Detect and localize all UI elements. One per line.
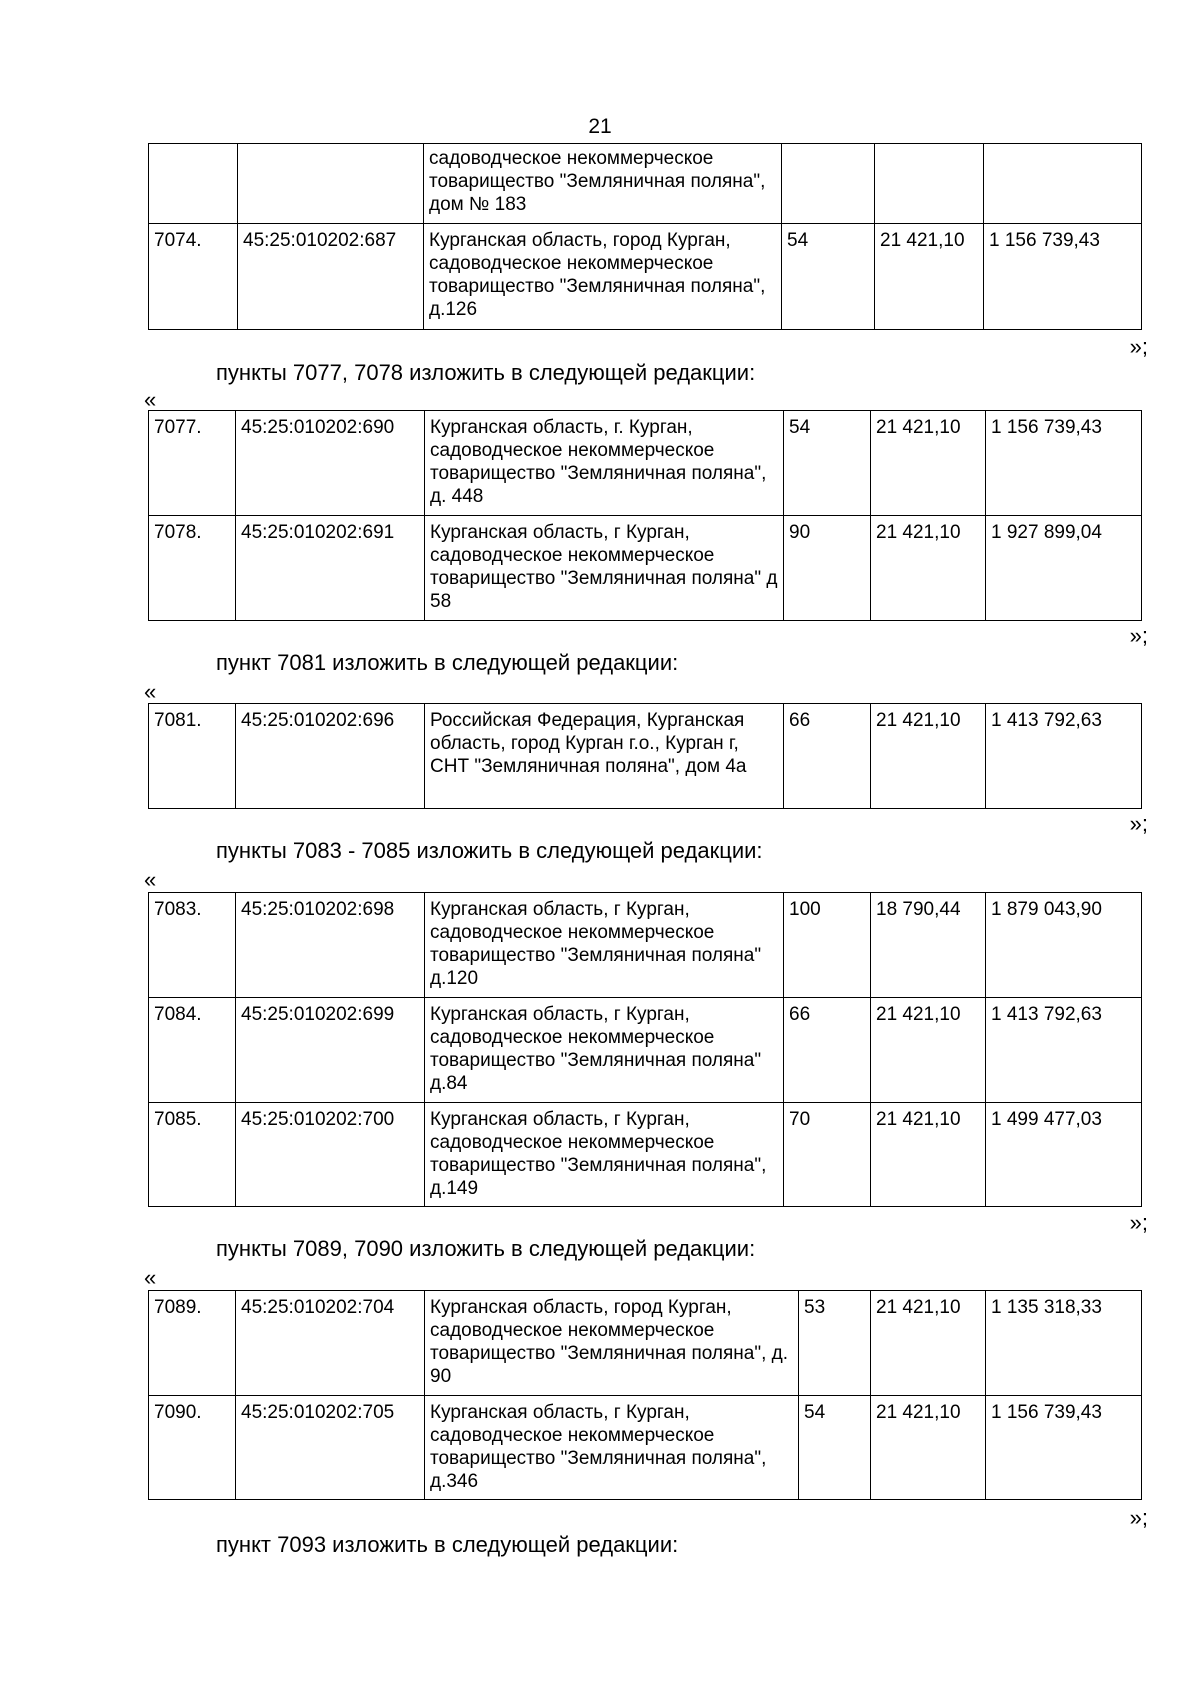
table-row bbox=[149, 998, 1142, 1103]
table-row bbox=[149, 144, 1142, 224]
close-quote: »; bbox=[1129, 334, 1148, 359]
cell-value: 1 499 477,03 bbox=[986, 1103, 1142, 1207]
cell-cadastral: 45:25:010202:699 bbox=[236, 998, 425, 1103]
instruction-text: пункты 7077, 7078 изложить в следующей редакции: bbox=[216, 360, 756, 385]
cell-value: 1 156 739,43 bbox=[984, 224, 1142, 330]
table-row bbox=[149, 893, 1142, 998]
cell-address: Российская Федерация, Курганская область, город Курган г.о., Курган г, СНТ "Земляничная поляна", дом 4а bbox=[425, 704, 784, 809]
cell-rate: 21 421,10 bbox=[871, 1291, 986, 1396]
cell-address: Курганская область, г Курган, садоводческое некоммерческое товарищество "Земляничная поляна" д.120 bbox=[425, 893, 784, 998]
cell-address: Курганская область, г Курган, садоводческое некоммерческое товарищество "Земляничная поляна" д.84 bbox=[425, 998, 784, 1103]
instruction-text: пункт 7093 изложить в следующей редакции: bbox=[216, 1532, 679, 1557]
table-3 bbox=[148, 703, 1142, 809]
cell-value: 1 156 739,43 bbox=[986, 411, 1142, 516]
open-quote: « bbox=[144, 679, 157, 704]
cell-area: 54 bbox=[799, 1396, 871, 1500]
table-row bbox=[149, 704, 1142, 809]
cell-number: 7085. bbox=[149, 1103, 236, 1207]
cell-area: 70 bbox=[784, 1103, 871, 1207]
table-1 bbox=[148, 143, 1142, 330]
close-quote: »; bbox=[1129, 623, 1148, 648]
cell-value bbox=[984, 144, 1142, 224]
cell-rate: 21 421,10 bbox=[871, 704, 986, 809]
open-quote: « bbox=[144, 867, 157, 892]
open-quote: « bbox=[144, 1265, 157, 1290]
cell-cadastral: 45:25:010202:696 bbox=[236, 704, 425, 809]
cell-address: Курганская область, г. Курган, садоводческое некоммерческое товарищество "Земляничная поляна", д. 448 bbox=[425, 411, 784, 516]
cell-address: Курганская область, город Курган, садоводческое некоммерческое товарищество "Земляничная поляна", д. 90 bbox=[425, 1291, 799, 1396]
cell-number: 7090. bbox=[149, 1396, 236, 1500]
cell-address: Курганская область, город Курган, садоводческое некоммерческое товарищество "Земляничная поляна", д.126 bbox=[424, 224, 782, 330]
cell-value: 1 413 792,63 bbox=[986, 704, 1142, 809]
instruction-text: пункты 7083 - 7085 изложить в следующей редакции: bbox=[216, 838, 763, 863]
cell-rate: 21 421,10 bbox=[871, 1103, 986, 1207]
cell-area: 54 bbox=[784, 411, 871, 516]
open-quote: « bbox=[144, 387, 157, 412]
cell-cadastral: 45:25:010202:704 bbox=[236, 1291, 425, 1396]
cell-cadastral: 45:25:010202:698 bbox=[236, 893, 425, 998]
cell-number bbox=[149, 144, 238, 224]
cell-address: Курганская область, г Курган, садоводческое некоммерческое товарищество "Земляничная поляна", д.149 bbox=[425, 1103, 784, 1207]
cell-rate: 18 790,44 bbox=[871, 893, 986, 998]
table-4 bbox=[148, 892, 1142, 1207]
table-row bbox=[149, 411, 1142, 516]
cell-value: 1 927 899,04 bbox=[986, 516, 1142, 621]
cell-cadastral: 45:25:010202:700 bbox=[236, 1103, 425, 1207]
cell-area: 90 bbox=[784, 516, 871, 621]
cell-cadastral bbox=[238, 144, 424, 224]
close-quote: »; bbox=[1129, 1505, 1148, 1530]
cell-rate: 21 421,10 bbox=[875, 224, 984, 330]
cell-area: 100 bbox=[784, 893, 871, 998]
cell-cadastral: 45:25:010202:691 bbox=[236, 516, 425, 621]
cell-rate bbox=[875, 144, 984, 224]
cell-area: 53 bbox=[799, 1291, 871, 1396]
cell-value: 1 413 792,63 bbox=[986, 998, 1142, 1103]
cell-cadastral: 45:25:010202:690 bbox=[236, 411, 425, 516]
cell-cadastral: 45:25:010202:705 bbox=[236, 1396, 425, 1500]
cell-rate: 21 421,10 bbox=[871, 1396, 986, 1500]
cell-number: 7078. bbox=[149, 516, 236, 621]
cell-number: 7083. bbox=[149, 893, 236, 998]
cell-area bbox=[782, 144, 875, 224]
close-quote: »; bbox=[1129, 811, 1148, 836]
cell-number: 7074. bbox=[149, 224, 238, 330]
cell-number: 7084. bbox=[149, 998, 236, 1103]
cell-number: 7089. bbox=[149, 1291, 236, 1396]
instruction-text: пункт 7081 изложить в следующей редакции: bbox=[216, 650, 679, 675]
instruction-text: пункты 7089, 7090 изложить в следующей редакции: bbox=[216, 1236, 756, 1261]
table-row bbox=[149, 516, 1142, 621]
cell-rate: 21 421,10 bbox=[871, 516, 986, 621]
table-row bbox=[149, 224, 1142, 330]
cell-value: 1 879 043,90 bbox=[986, 893, 1142, 998]
cell-area: 66 bbox=[784, 704, 871, 809]
table-5 bbox=[148, 1290, 1142, 1500]
cell-value: 1 135 318,33 bbox=[986, 1291, 1142, 1396]
cell-value: 1 156 739,43 bbox=[986, 1396, 1142, 1500]
cell-rate: 21 421,10 bbox=[871, 411, 986, 516]
cell-area: 54 bbox=[782, 224, 875, 330]
cell-cadastral: 45:25:010202:687 bbox=[238, 224, 424, 330]
cell-number: 7081. bbox=[149, 704, 236, 809]
page-number: 21 bbox=[588, 115, 612, 138]
cell-address: садоводческое некоммерческое товарищество "Земляничная поляна", дом № 183 bbox=[424, 144, 782, 224]
cell-number: 7077. bbox=[149, 411, 236, 516]
cell-address: Курганская область, г Курган, садоводческое некоммерческое товарищество "Земляничная поляна" д 58 bbox=[425, 516, 784, 621]
cell-address: Курганская область, г Курган, садоводческое некоммерческое товарищество "Земляничная поляна", д.346 bbox=[425, 1396, 799, 1500]
cell-area: 66 bbox=[784, 998, 871, 1103]
table-row bbox=[149, 1396, 1142, 1500]
table-row bbox=[149, 1103, 1142, 1207]
table-2 bbox=[148, 410, 1142, 621]
close-quote: »; bbox=[1129, 1210, 1148, 1235]
table-row bbox=[149, 1291, 1142, 1396]
cell-rate: 21 421,10 bbox=[871, 998, 986, 1103]
